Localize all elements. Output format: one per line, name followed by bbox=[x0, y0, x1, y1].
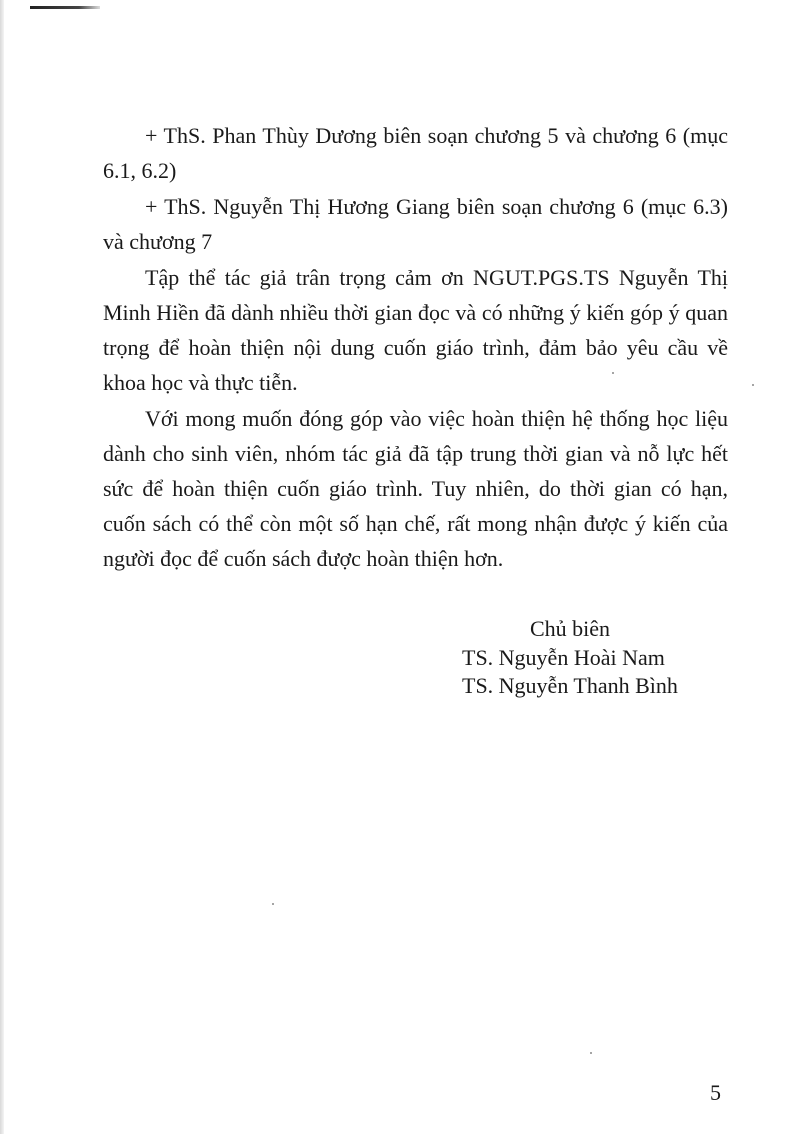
scan-speck bbox=[590, 1052, 592, 1054]
paragraph: + ThS. Nguyễn Thị Hương Giang biên soạn chương 6 (mục 6.3) và chương 7 bbox=[103, 194, 728, 254]
scan-corner-mark bbox=[30, 6, 100, 9]
scan-edge bbox=[0, 0, 4, 1134]
editor-name: TS. Nguyễn Thanh Bình bbox=[462, 673, 678, 698]
editor-name: TS. Nguyễn Hoài Nam bbox=[462, 644, 665, 670]
page-number: 5 bbox=[710, 1080, 721, 1105]
signature-block bbox=[462, 615, 742, 701]
paragraph: Với mong muốn đóng góp vào việc hoàn thiện hệ thống học liệu dành cho sinh viên, nhóm tác giả đã tập trung thời gian và nỗ lực hết sức để hoàn thiện cuốn giáo trình. Tuy nhiên, do thời gian có hạn, cuốn sách có thể còn một số hạn chế, rất mong nhận được ý kiến của người đọc để cuốn sách được hoàn thiện hơn. bbox=[103, 406, 728, 571]
editor-role: Chủ biên bbox=[530, 616, 611, 641]
document-body bbox=[103, 118, 728, 577]
paragraph: Tập thể tác giả trân trọng cảm ơn NGUT.PGS.TS Nguyễn Thị Minh Hiền đã dành nhiều thời gian đọc và có những ý kiến góp ý quan trọng để hoàn thiện nội dung cuốn giáo trình, đảm bảo yêu cầu về khoa học và thực tiễn. bbox=[103, 265, 728, 395]
scan-speck bbox=[272, 903, 274, 905]
paragraph: + ThS. Phan Thùy Dương biên soạn chương 5 và chương 6 (mục 6.1, 6.2) bbox=[103, 123, 728, 183]
scan-speck bbox=[752, 384, 754, 386]
